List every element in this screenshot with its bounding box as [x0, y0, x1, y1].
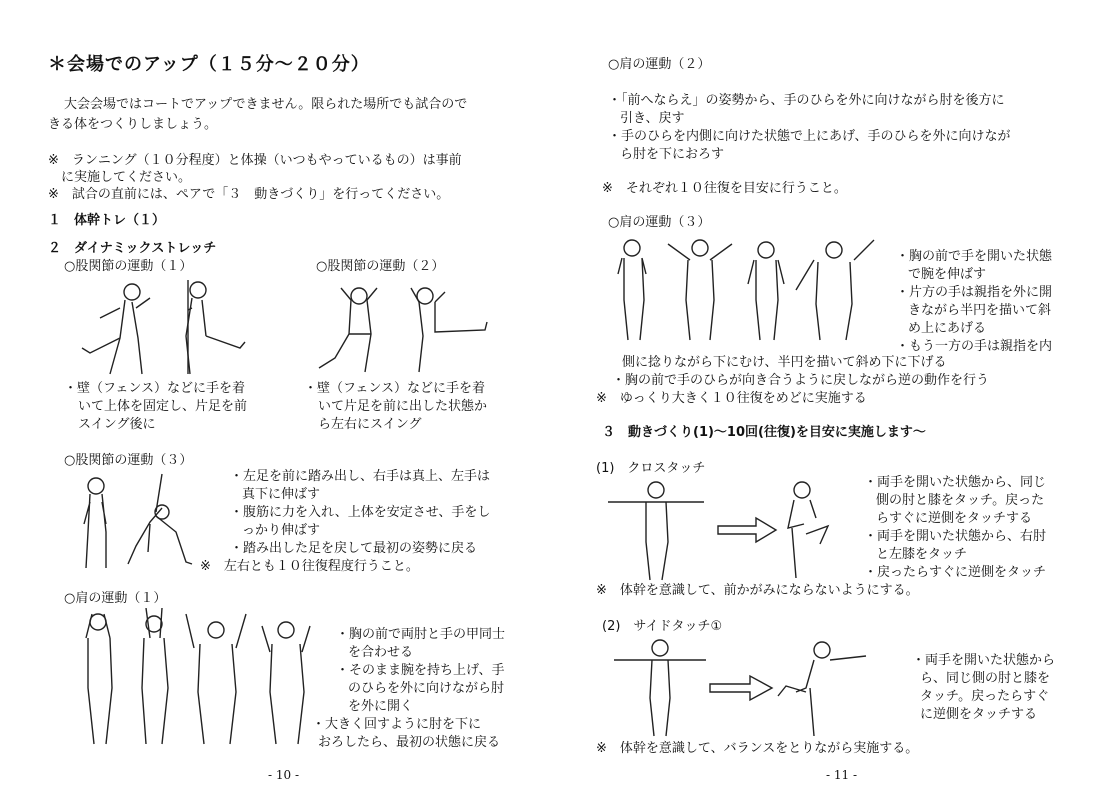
shoulder-exercise-3-desc: ・胸の前で手を開いた状態 [896, 249, 1053, 264]
cross-touch-note: ※ 体幹を意識して、前かがみにならないようにする。 [596, 583, 919, 598]
shoulder-exercise-3-desc: め上にあげる [908, 321, 987, 336]
side-touch-desc: ・両手を開いた状態から [912, 653, 1056, 668]
section-heading-3: ３ 動きづくり(1)～10回(往復)を目安に実施します～ [602, 425, 926, 440]
shoulder-exercise-3-note: ※ ゆっくり大きく１０往復をめどに実施する [596, 391, 867, 406]
page-title: ＊会場でのアップ（１５分～２０分） [48, 54, 370, 75]
shoulder-exercise-2-label: ○肩の運動（２） [608, 57, 711, 72]
hip-exercise-3-note: ※ 左右とも１０往復程度行うこと。 [200, 559, 419, 574]
shoulder-exercise-3-desc: で腕を伸ばす [908, 267, 987, 282]
cross-touch-desc: 側の肘と膝をタッチ。戻った [876, 493, 1045, 508]
shoulder-exercise-1-desc: のひらを外に向けながら肘 [348, 681, 505, 696]
shoulder-exercise-1-label: ○肩の運動（１） [64, 591, 167, 606]
shoulder-exercise-3-illustration [614, 234, 880, 344]
shoulder-exercise-3-desc: ・もう一方の手は親指を内 [896, 339, 1053, 354]
hip-exercise-2-illustration [315, 282, 495, 374]
section-heading-1: １ 体幹トレ（１） [48, 213, 166, 228]
cross-touch-label: (1) クロスタッチ [596, 461, 706, 476]
side-touch-desc: ら、同じ側の肘と膝を [920, 671, 1051, 686]
hip-exercise-2-desc: ・壁（フェンス）などに手を着 [304, 381, 485, 396]
shoulder-exercise-3-desc: ・片方の手は親指を外に開 [896, 285, 1053, 300]
hip-exercise-2-desc: いて片足を前に出した状態か [318, 399, 488, 414]
shoulder-exercise-2-desc: ・手のひらを内側に向けた状態で上にあげ、手のひらを外に向けなが [608, 129, 1011, 144]
cross-touch-desc: と左膝をタッチ [876, 547, 968, 562]
note-line: ※ ランニング（１０分程度）と体操（いつもやっているもの）は事前 [48, 153, 462, 168]
hip-exercise-1-desc: ・壁（フェンス）などに手を着 [64, 381, 245, 396]
page-number-left: - 10 - [268, 768, 300, 782]
side-touch-desc: に逆側をタッチする [920, 707, 1038, 722]
note-line: に実施してください。 [48, 170, 192, 185]
hip-exercise-1-desc: いて上体を固定し、片足を前 [78, 399, 248, 414]
cross-touch-desc: ・両手を開いた状態から、同じ [864, 475, 1047, 490]
shoulder-exercise-3-label: ○肩の運動（３） [608, 215, 711, 230]
hip-exercise-1-desc: スイング後に [78, 417, 156, 432]
hip-exercise-2-desc: ら左右にスイング [318, 417, 422, 432]
shoulder-exercise-1-desc: を外に開く [348, 699, 414, 714]
section-heading-2: ２ ダイナミックストレッチ [48, 241, 217, 256]
side-touch-label: (2) サイドタッチ① [602, 619, 723, 634]
shoulder-exercise-1-desc: ・胸の前で両肘と手の甲同士 [336, 627, 506, 642]
shoulder-exercise-1-desc: おろしたら、最初の状態に戻る [318, 735, 501, 750]
cross-touch-desc: ・戻ったらすぐに逆側をタッチ [864, 565, 1047, 580]
hip-exercise-1-label: ○股関節の運動（１） [64, 259, 193, 274]
hip-exercise-3-label: ○股関節の運動（３） [64, 453, 193, 468]
shoulder-exercise-1-illustration [76, 608, 326, 748]
shoulder-exercise-1-desc: ・そのまま腕を持ち上げ、手 [336, 663, 505, 678]
cross-touch-desc: ・両手を開いた状態から、右肘 [864, 529, 1047, 544]
note-line: ※ 試合の直前には、ペアで「３ 動きづくり」を行ってください。 [48, 187, 450, 202]
cross-touch-desc: らすぐに逆側をタッチする [876, 511, 1033, 526]
shoulder-exercise-1-desc: ・大きく回すように肘を下に [312, 717, 482, 732]
shoulder-note: ※ それぞれ１０往復を目安に行うこと。 [602, 181, 847, 196]
hip-exercise-3-desc: っかり伸ばす [242, 523, 321, 538]
shoulder-exercise-3-desc: ・胸の前で手のひらが向き合うように戻しながら逆の動作を行う [612, 373, 990, 388]
cross-touch-illustration [606, 478, 846, 582]
hip-exercise-3-desc: ・左足を前に踏み出し、右手は真上、左手は [230, 469, 491, 484]
shoulder-exercise-3-desc: きながら半円を描いて斜 [908, 303, 1052, 318]
hip-exercise-3-desc: ・踏み出した足を戻して最初の姿勢に戻る [230, 541, 478, 556]
hip-exercise-3-desc: 真下に伸ばす [242, 487, 321, 502]
shoulder-exercise-2-desc: 引き、戻す [620, 111, 685, 126]
intro-line-1: 大会会場ではコートでアップできません。限られた場所でも試合ので [64, 97, 468, 112]
side-touch-note: ※ 体幹を意識して、バランスをとりながら実施する。 [596, 741, 919, 756]
hip-exercise-3-illustration [76, 472, 196, 572]
side-touch-desc: タッチ。戻ったらすぐ [920, 689, 1050, 704]
page-number-right: - 11 - [826, 768, 858, 782]
shoulder-exercise-3-desc: 側に捻りながら下にむけ、半円を描いて斜め下に下げる [622, 355, 947, 370]
hip-exercise-3-desc: ・腹筋に力を入れ、上体を安定させ、手をし [230, 505, 491, 520]
shoulder-exercise-2-desc: ・「前へならえ」の姿勢から、手のひらを外に向けながら肘を後方に [608, 93, 1005, 108]
hip-exercise-1-illustration [80, 278, 250, 376]
intro-line-2: きる体をつくりしましょう。 [48, 117, 218, 132]
shoulder-exercise-1-desc: を合わせる [348, 645, 414, 660]
hip-exercise-2-label: ○股関節の運動（２） [316, 259, 445, 274]
shoulder-exercise-2-desc: ら肘を下におろす [620, 147, 725, 162]
side-touch-illustration [610, 636, 870, 738]
